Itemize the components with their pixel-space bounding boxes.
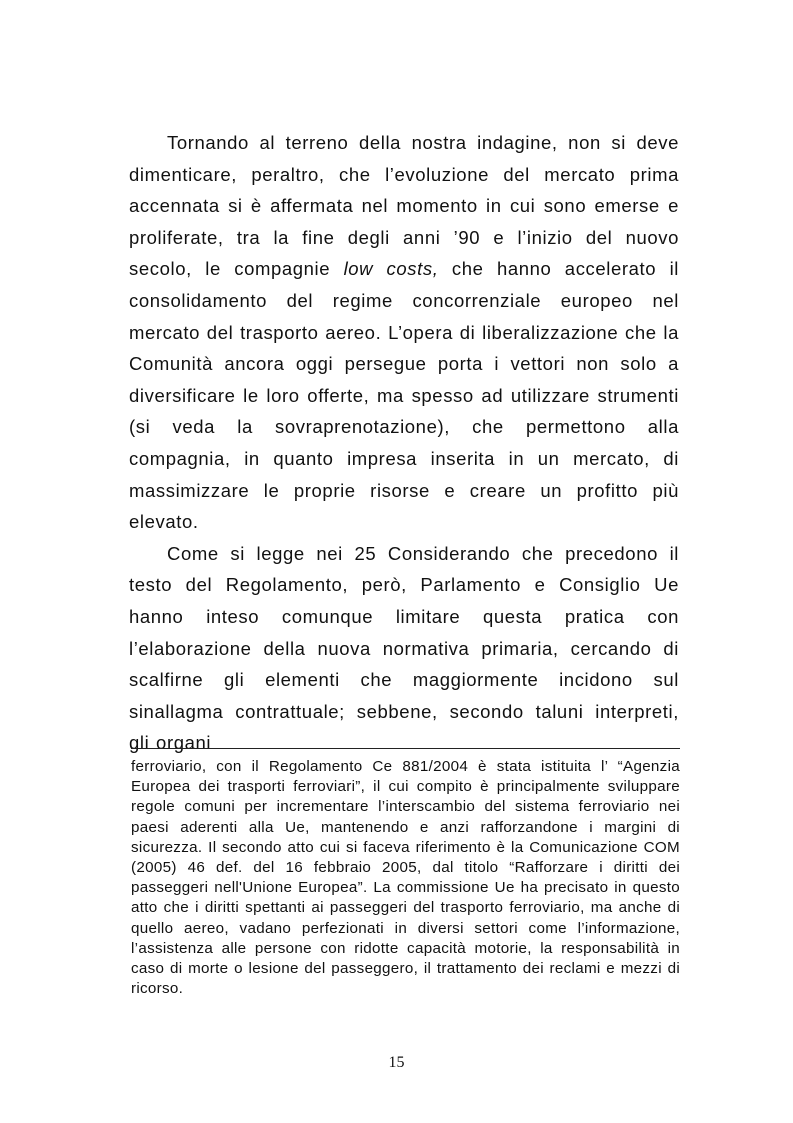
main-text	[129, 127, 679, 759]
paragraph-2: Come si legge nei 25 Considerando che precedono il testo del Regolamento, però, Parlamento e Consiglio Ue hanno inteso comunque limitare questa pratica con l’elaborazione della nuova normativa primaria, cercando di scalfirne gli elementi che maggiormente incidono sul sinallagma contrattuale; sebbene, secondo taluni interpreti, gli organi	[129, 542, 679, 754]
paragraph-1	[129, 127, 679, 538]
footnote: ferroviario, con il Regolamento Ce 881/2004 è stata istituita l’ “Agenzia Europea dei trasporti ferroviari”, il cui compito è principalmente sviluppare regole comuni per incrementare l’interscambio del sistema ferroviario nei paesi aderenti alla Ue, mantenendo e anzi rafforzandone i margini di sicurezza. Il secondo atto cui si faceva riferimento è la Comunicazione COM (2005) 46 def. del 16 febbraio 2005, dal titolo “Rafforzare i diritti dei passeggeri nell'Unione Europea”. La commissione Ue ha precisato in questo atto che i diritti spettanti ai passeggeri del trasporto ferroviario, ma anche di quello aereo, vadano perfezionati in diversi settori come l’informazione, l’assistenza alle persone con ridotte capacità motorie, la responsabilità in caso di morte o lesione del passeggero, il trattamento dei reclami e mezzi di ricorso.	[131, 758, 680, 998]
footnote-separator	[131, 748, 680, 749]
paragraph-1-start: Tornando al terreno della nostra indagine, non si deve dimenticare, peraltro, che l’evoluzione del mercato prima accennata si è affermata nel momento in cui sono emerse e proliferate, tra la fine degli anni ’90 e l’inizio del nuovo secolo, le compagnie	[129, 132, 679, 280]
page-number: 15	[388, 1054, 405, 1071]
paragraph-1-end: che hanno accelerato il consolidamento del regime concorrenziale europeo nel mercato del trasporto aereo. L’opera di liberalizzazione che la Comunità ancora oggi persegue porta i vettori non solo a diversificare le loro offerte, ma spesso ad utilizzare strumenti (si veda la sovraprenotazione), che permettono alla compagnia, in quanto impresa inserita in un mercato, di massimizzare le proprie risorse e creare un profitto più elevato.	[129, 258, 680, 533]
italic-term-low-costs: low costs,	[343, 258, 439, 280]
